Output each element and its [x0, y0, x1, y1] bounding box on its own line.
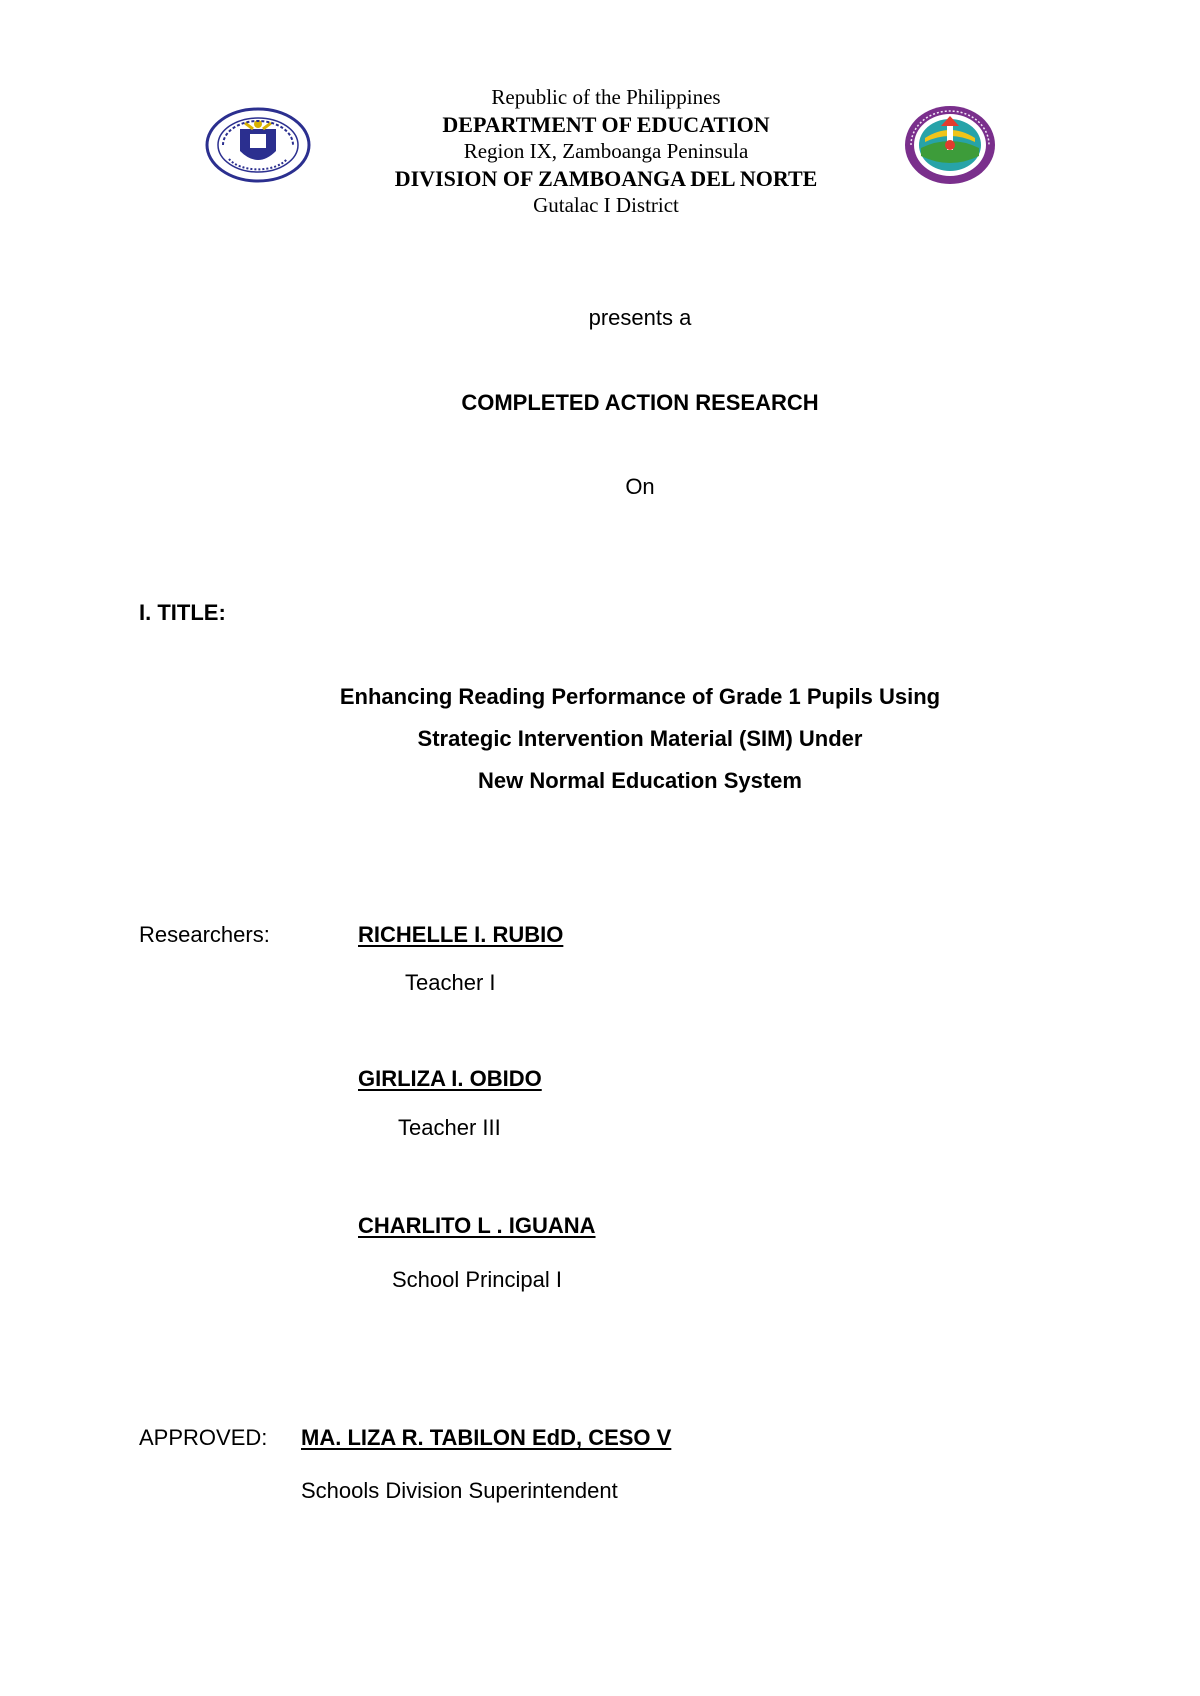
research-title-line: Enhancing Reading Performance of Grade 1 Pupils Using: [339, 684, 941, 709]
research-title-line: New Normal Education System: [478, 768, 802, 793]
district-line: Gutalac I District: [533, 193, 679, 217]
approved-label: APPROVED:: [139, 1425, 268, 1450]
deped-seal-icon: [205, 107, 311, 183]
researcher-role: Teacher III: [398, 1115, 501, 1140]
researcher-role: School Principal I: [392, 1267, 562, 1292]
region-line: Region IX, Zamboanga Peninsula: [463, 139, 749, 163]
researchers-label: Researchers:: [139, 922, 270, 947]
republic-line: Republic of the Philippines: [491, 85, 721, 109]
division-line: DIVISION OF ZAMBOANGA DEL NORTE: [394, 166, 818, 191]
on-text: On: [625, 474, 655, 499]
research-title-line: Strategic Intervention Material (SIM) Under: [417, 726, 863, 751]
researcher-role: Teacher I: [405, 970, 496, 995]
researcher-name: CHARLITO L . IGUANA: [358, 1213, 596, 1238]
researcher-name: GIRLIZA I. OBIDO: [358, 1066, 542, 1091]
title-label: I. TITLE:: [139, 600, 226, 625]
document-heading: COMPLETED ACTION RESEARCH: [461, 390, 819, 415]
department-line: DEPARTMENT OF EDUCATION: [442, 112, 770, 137]
presents-text: presents a: [588, 305, 692, 330]
letterhead: [300, 84, 912, 219]
division-seal-icon: [903, 104, 997, 186]
approver-role: Schools Division Superintendent: [301, 1478, 618, 1503]
researcher-name: RICHELLE I. RUBIO: [358, 922, 564, 947]
approver-name: MA. LIZA R. TABILON EdD, CESO V: [301, 1425, 672, 1450]
research-title: [0, 676, 1200, 802]
